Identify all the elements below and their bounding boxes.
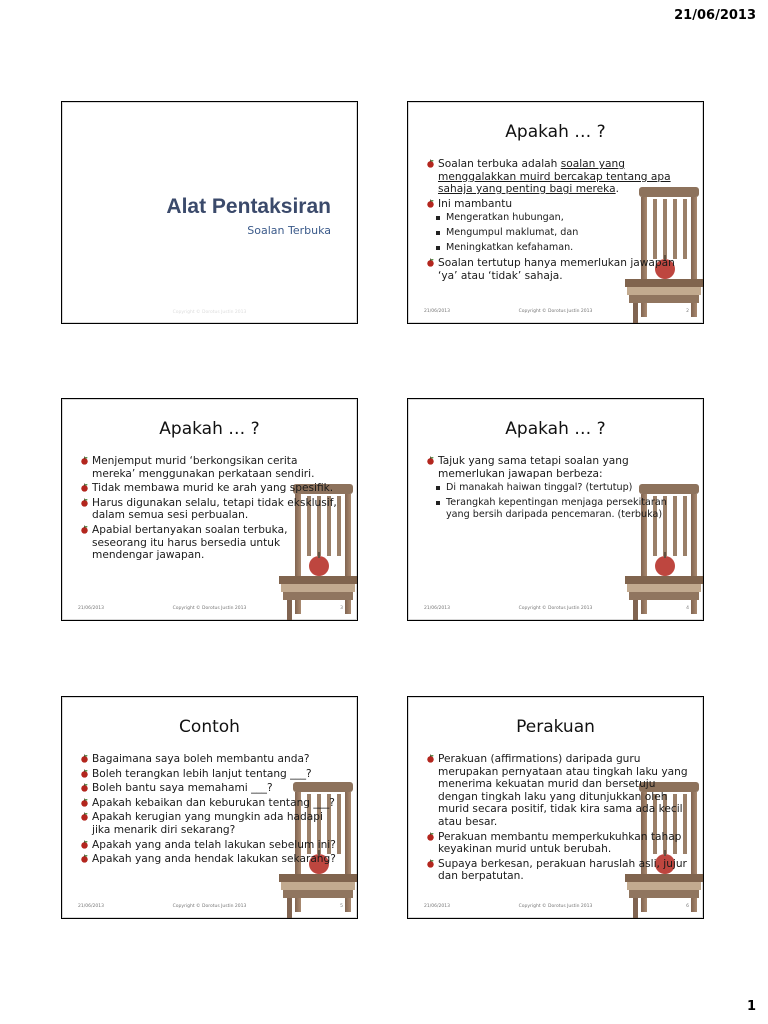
bullet-text: Boleh bantu saya memahami ___? — [92, 782, 273, 795]
footer-copyright: Copyright © Dorotus Justin 2013 — [518, 904, 593, 909]
bullet-text: Tidak membawa murid ke arah yang spesifik. — [92, 482, 334, 495]
footer-copyright: Copyright © Dorotus Justin 2013 — [172, 904, 247, 909]
footer-date: 21/06/2013 — [424, 309, 450, 314]
bullet-text-part: soalan yang menggalakkan muird bercakap tentang apa sahaja yang penting bagi mereka — [438, 158, 671, 196]
bullet-list — [426, 158, 689, 285]
apple-bullet-icon — [426, 754, 435, 763]
slide-title: Apakah … ? — [505, 419, 606, 439]
bullet-item — [426, 831, 689, 856]
bullet-list — [80, 753, 343, 868]
bullet-item — [80, 768, 343, 781]
footer-slide-number: 3 — [340, 606, 343, 611]
bullet-text-part: . — [615, 183, 619, 196]
presentation-title: Alat Pentaksiran — [166, 195, 331, 218]
apple-bullet-icon — [80, 783, 89, 792]
sub-bullet-item — [430, 227, 689, 239]
bullet-item — [426, 198, 689, 211]
bullet-text: Apakah kerugian yang mungkin ada hadapi jika menarik diri sekarang? — [92, 811, 323, 836]
bullet-item — [80, 797, 343, 810]
footer-copyright: Copyright © Dorotus Justin 2013 — [518, 606, 593, 611]
footer-date: 21/06/2013 — [78, 904, 104, 909]
footer-slide-number: 2 — [686, 309, 689, 314]
bullet-text: Soalan tertutup hanya memerlukan jawapan ‘ya’ atau ‘tidak’ sahaja. — [438, 257, 675, 282]
apple-bullet-icon — [80, 812, 89, 821]
apple-bullet-icon — [80, 754, 89, 763]
bullet-item — [426, 753, 689, 829]
slide-footer — [62, 904, 357, 912]
footer-date: 21/06/2013 — [78, 606, 104, 611]
bullet-item — [80, 497, 343, 522]
apple-bullet-icon — [80, 798, 89, 807]
bullet-item — [426, 455, 689, 480]
bullet-text: Meningkatkan kefahaman. — [446, 242, 574, 254]
bullet-item — [80, 839, 343, 852]
sub-bullet-item — [430, 497, 689, 521]
slide-4 — [407, 398, 704, 621]
bullet-item — [80, 482, 343, 495]
slide-title: Apakah … ? — [159, 419, 260, 439]
slide-footer — [62, 606, 357, 614]
footer-slide-number: 6 — [686, 904, 689, 909]
bullet-text: Tajuk yang sama tetapi soalan yang memerlukan jawapan berbeza: — [438, 455, 629, 480]
sub-bullet-item — [430, 212, 689, 224]
sub-bullet-item — [430, 482, 689, 494]
apple-bullet-icon — [80, 525, 89, 534]
slide-3 — [61, 398, 358, 621]
footer-copyright: Copyright © Dorotus Justin 2013 — [518, 309, 593, 314]
bullet-text: Bagaimana saya boleh membantu anda? — [92, 753, 310, 765]
bullet-item — [426, 158, 689, 196]
presentation-subtitle: Soalan Terbuka — [247, 224, 331, 237]
sub-bullet-item — [430, 242, 689, 254]
apple-bullet-icon — [80, 769, 89, 778]
bullet-text: Mengumpul maklumat, dan — [446, 227, 579, 239]
slide-6 — [407, 696, 704, 919]
slide-title: Contoh — [179, 717, 240, 737]
slide-title: Apakah … ? — [505, 122, 606, 142]
bullet-list — [426, 455, 689, 524]
apple-bullet-icon — [426, 859, 435, 868]
bullet-item — [80, 811, 343, 836]
apple-bullet-icon — [80, 498, 89, 507]
apple-bullet-icon — [80, 840, 89, 849]
apple-bullet-icon — [80, 456, 89, 465]
bullet-text: Perakuan membantu memperkukuhkan tahap keyakinan murid untuk berubah. — [438, 830, 682, 856]
bullet-text: Apabial bertanyakan soalan terbuka, seseorang itu harus bersedia untuk mendengar jawapan. — [92, 523, 288, 562]
bullet-text: Apakah yang anda hendak lakukan sekarang? — [92, 853, 336, 866]
slide-1-title — [61, 101, 358, 324]
bullet-text: Apakah kebaikan dan keburukan tentang ___? — [92, 796, 335, 809]
bullet-item — [426, 257, 689, 282]
slide-footer — [408, 904, 703, 912]
bullet-item — [80, 524, 343, 562]
bullet-item — [80, 782, 343, 795]
slide-faint-copyright: Copyright © Dorotus Justin 2013 — [172, 310, 247, 315]
apple-bullet-icon — [80, 483, 89, 492]
bullet-text: Harus digunakan selalu, tetapi tidak eksklusif, dalam semua sesi perbualan. — [92, 496, 337, 522]
bullet-text: Terangkah kepentingan menjaga persekitaran yang bersih daripada pencemaran. (terbuka) — [446, 497, 667, 521]
apple-bullet-icon — [426, 258, 435, 267]
slide-2 — [407, 101, 704, 324]
bullet-text-part: Soalan terbuka adalah — [438, 158, 561, 170]
bullet-item — [426, 858, 689, 883]
bullet-text: Perakuan (affirmations) daripada guru merupakan pernyataan atau tingkah laku yang menerima kekuatan murid dan bersetuju dengan tingkah laku yang ditunjukkan oleh murid secara positif, tidak kira sama ada kecil atau besar. — [438, 753, 688, 828]
page-date: 21/06/2013 — [674, 8, 756, 23]
bullet-text: Menjemput murid ‘berkongsikan cerita mereka’ menggunakan perkataan sendiri. — [92, 455, 315, 480]
footer-date: 21/06/2013 — [424, 904, 450, 909]
apple-bullet-icon — [426, 199, 435, 208]
bullet-item — [80, 753, 343, 766]
apple-bullet-icon — [80, 854, 89, 863]
bullet-list — [80, 455, 343, 564]
bullet-text: Mengeratkan hubungan, — [446, 212, 564, 224]
bullet-item — [80, 455, 343, 480]
bullet-list — [426, 753, 689, 885]
bullet-text: Apakah yang anda telah lakukan sebelum ini? — [92, 838, 336, 851]
slide-footer — [408, 309, 703, 317]
apple-bullet-icon — [426, 456, 435, 465]
page-number: 1 — [746, 999, 756, 1014]
bullet-text: Supaya berkesan, perakuan haruslah asli, jujur dan berpatutan. — [438, 857, 687, 883]
bullet-item — [80, 853, 343, 866]
bullet-text: Di manakah haiwan tinggal? (tertutup) — [446, 482, 633, 494]
footer-copyright: Copyright © Dorotus Justin 2013 — [172, 606, 247, 611]
apple-bullet-icon — [426, 832, 435, 841]
slide-footer — [408, 606, 703, 614]
bullet-text: Boleh terangkan lebih lanjut tentang ___? — [92, 767, 312, 780]
footer-slide-number: 5 — [340, 904, 343, 909]
footer-date: 21/06/2013 — [424, 606, 450, 611]
slide-5 — [61, 696, 358, 919]
bullet-text: Ini mambantu — [438, 197, 513, 210]
footer-slide-number: 4 — [686, 606, 689, 611]
slide-title: Perakuan — [516, 717, 595, 737]
apple-bullet-icon — [426, 159, 435, 168]
